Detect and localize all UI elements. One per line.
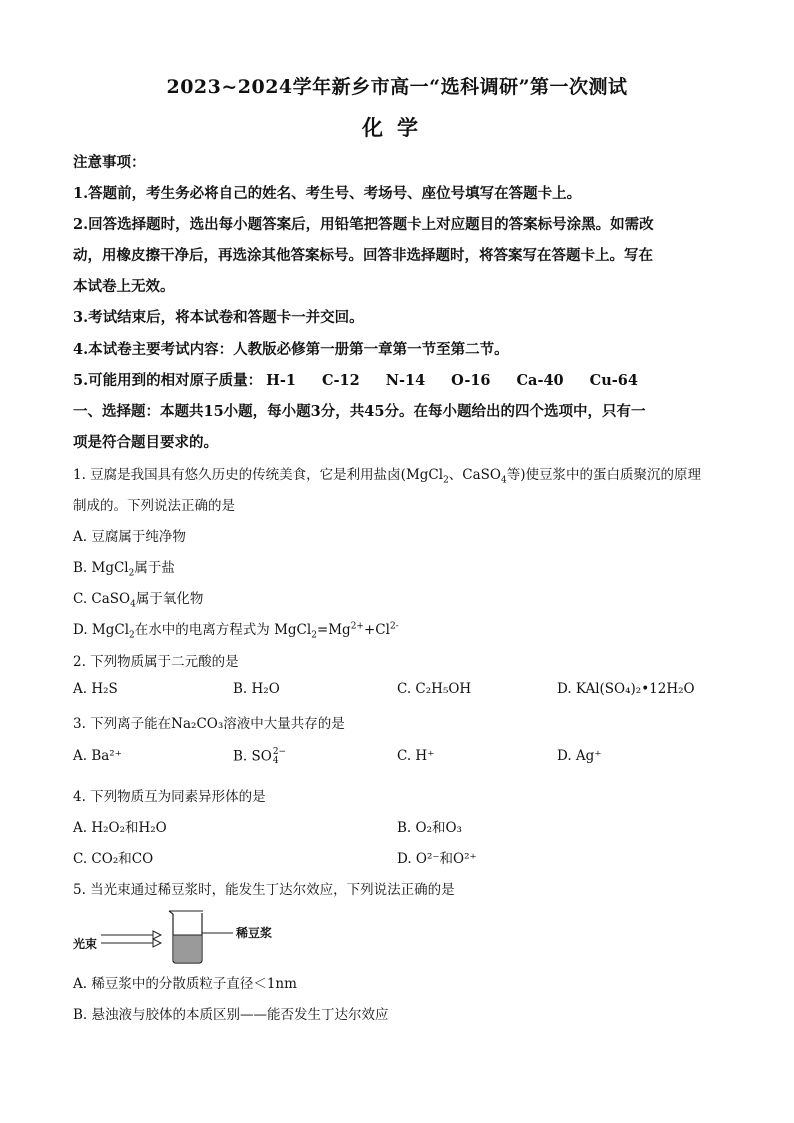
q2-option-c: C. C₂H₅OH — [397, 681, 472, 697]
q1-stem-line2: 制成的。下列说法正确的是 — [73, 498, 235, 514]
q1-stem-line1: 1. 豆腐是我国具有悠久历史的传统美食，它是利用盐卤(MgCl$_2$、CaSO$_4$等)使豆浆中的蛋白质聚沉的原理 — [73, 467, 702, 486]
q4-option-c: C. CO₂和CO — [73, 851, 154, 867]
notice-heading: 注意事项： — [73, 154, 146, 171]
atomic-mass-o: O-16 — [451, 372, 491, 389]
q2-option-b: B. H₂O — [233, 681, 280, 697]
q2-option-d: D. KAl(SO₄)₂•12H₂O — [557, 681, 695, 697]
q1-option-c: C. CaSO$_4$属于氧化物 — [73, 591, 204, 610]
q3-stem: 3. 下列离子能在Na₂CO₃溶液中大量共存的是 — [73, 716, 345, 732]
q4-stem: 4. 下列物质互为同素异形体的是 — [73, 789, 266, 805]
notice-item-4: 4.本试卷主要考试内容：人教版必修第一册第一章第一节至第二节。 — [73, 341, 509, 358]
q3-option-b: B. SO 2− 4 — [233, 747, 287, 766]
atomic-mass-label: 5.可能用到的相对原子质量： — [73, 372, 263, 389]
notice-item-1: 1.答题前，考生务必将自己的姓名、考生号、考场号、座位号填写在答题卡上。 — [73, 185, 582, 202]
q4-option-d: D. O²⁻和O²⁺ — [397, 851, 477, 867]
notice-item-2-line3: 本试卷上无效。 — [73, 278, 175, 295]
q2-stem: 2. 下列物质属于二元酸的是 — [73, 654, 239, 670]
atomic-mass-cu: Cu-64 — [589, 372, 638, 389]
atomic-mass-n: N-14 — [385, 372, 426, 389]
atomic-mass-h: H-1 — [266, 372, 296, 389]
q3-option-a: A. Ba²⁺ — [73, 748, 122, 764]
q1-option-b: B. MgCl$_2$属于盐 — [73, 560, 175, 579]
notice-item-5 — [73, 369, 724, 390]
notice-item-2-line1: 2.回答选择题时，选出每小题答案后，用铅笔把答题卡上对应题目的答案标号涂黑。如需改 — [73, 216, 654, 233]
q5-option-b: B. 悬浊液与胶体的本质区别——能否发生丁达尔效应 — [73, 1007, 389, 1023]
light-beam-label: 光束 — [73, 937, 98, 951]
tyndall-figure — [73, 905, 303, 965]
exam-title: 2023~2024学年新乡市高一“选科调研”第一次测试 — [166, 76, 628, 98]
section-heading-line1: 一、选择题：本题共15小题，每小题3分，共45分。在每小题给出的四个选项中，只有一 — [73, 403, 646, 420]
q4-option-a: A. H₂O₂和H₂O — [73, 820, 167, 836]
q3-option-d: D. Ag⁺ — [557, 748, 602, 764]
q1-option-d: D. MgCl$_2$在水中的电离方程式为 $MgCl_2=Mg^{2+}+Cl^{2-}$ — [73, 621, 399, 641]
notice-item-2-line2: 动，用橡皮擦干净后，再选涂其他答案标号。回答非选择题时，将答案写在答题卡上。写在 — [73, 247, 653, 264]
q1-option-a: A. 豆腐属于纯净物 — [73, 529, 186, 545]
q5-stem: 5. 当光束通过稀豆浆时，能发生丁达尔效应，下列说法正确的是 — [73, 882, 455, 898]
q4-option-b: B. O₂和O₃ — [397, 820, 462, 836]
q5-option-a: A. 稀豆浆中的分散质粒子直径＜1nm — [73, 976, 297, 992]
soy-milk-label: 稀豆浆 — [236, 926, 273, 940]
atomic-mass-c: C-12 — [321, 372, 360, 389]
q2-option-a: A. H₂S — [73, 681, 118, 697]
subject-title: 化学 — [362, 115, 432, 140]
atomic-mass-ca: Ca-40 — [516, 372, 564, 389]
q3-option-c: C. H⁺ — [397, 748, 435, 764]
notice-item-3: 3.考试结束后，将本试卷和答题卡一并交回。 — [73, 309, 364, 326]
section-heading-line2: 项是符合题目要求的。 — [73, 434, 218, 451]
